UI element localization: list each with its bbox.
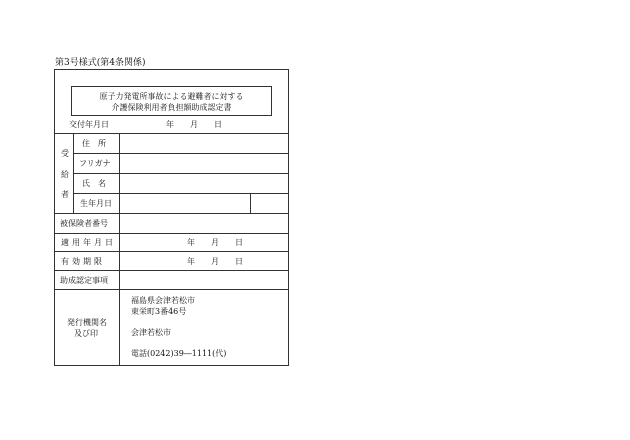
furigana-field[interactable] <box>120 154 288 173</box>
valid-until-value[interactable]: 年 月 日 <box>187 257 243 266</box>
issuer-address-line1: 福島県会津若松市 <box>131 296 195 305</box>
issue-date-value[interactable]: 年 月 日 <box>166 120 222 129</box>
certificate-title-line2: 介護保険利用者負担額助成認定書 <box>111 103 232 112</box>
address-label: 住 所 <box>82 139 106 148</box>
subsidy-items-field[interactable] <box>120 271 288 289</box>
birthdate-label: 生年月日 <box>80 199 112 208</box>
issuer-label-line2: 及び印 <box>74 329 98 338</box>
recipient-label-char1: 受 <box>61 149 69 158</box>
subsidy-items-label: 助成認定事項 <box>60 276 108 285</box>
rule-below-subsidy-items <box>54 289 289 290</box>
name-label: 氏 名 <box>82 179 106 188</box>
rule-recipient-group <box>73 133 74 213</box>
issuer-label-line1: 発行機関名 <box>67 318 107 327</box>
birthdate-field[interactable] <box>120 194 250 213</box>
rule-below-applicable-date <box>54 251 289 252</box>
insured-number-field[interactable] <box>120 214 288 233</box>
recipient-label-char3: 者 <box>61 190 69 199</box>
valid-until-label: 有効期限 <box>61 257 105 266</box>
recipient-label-char2: 給 <box>61 170 69 179</box>
issue-date-label: 交付年月日 <box>69 120 109 129</box>
insured-number-label: 被保険者番号 <box>60 219 108 228</box>
issuer-name: 会津若松市 <box>131 328 171 337</box>
gender-field[interactable] <box>251 194 288 213</box>
form-number: 第3号様式(第4条関係) <box>55 58 146 68</box>
applicable-date-value[interactable]: 年 月 日 <box>187 238 243 247</box>
address-field[interactable] <box>120 134 288 153</box>
applicable-date-label: 適用年月日 <box>61 238 116 247</box>
rule-below-insured-number <box>54 233 289 234</box>
issuer-address-line2: 東栄町3番46号 <box>131 307 187 316</box>
issuer-phone: 電話(0242)39―1111(代) <box>131 349 227 358</box>
furigana-label: フリガナ <box>79 159 111 168</box>
certificate-title-line1: 原子力発電所事故による避難者に対する <box>99 92 244 101</box>
certificate-title-box <box>71 86 272 116</box>
name-field[interactable] <box>120 174 288 193</box>
